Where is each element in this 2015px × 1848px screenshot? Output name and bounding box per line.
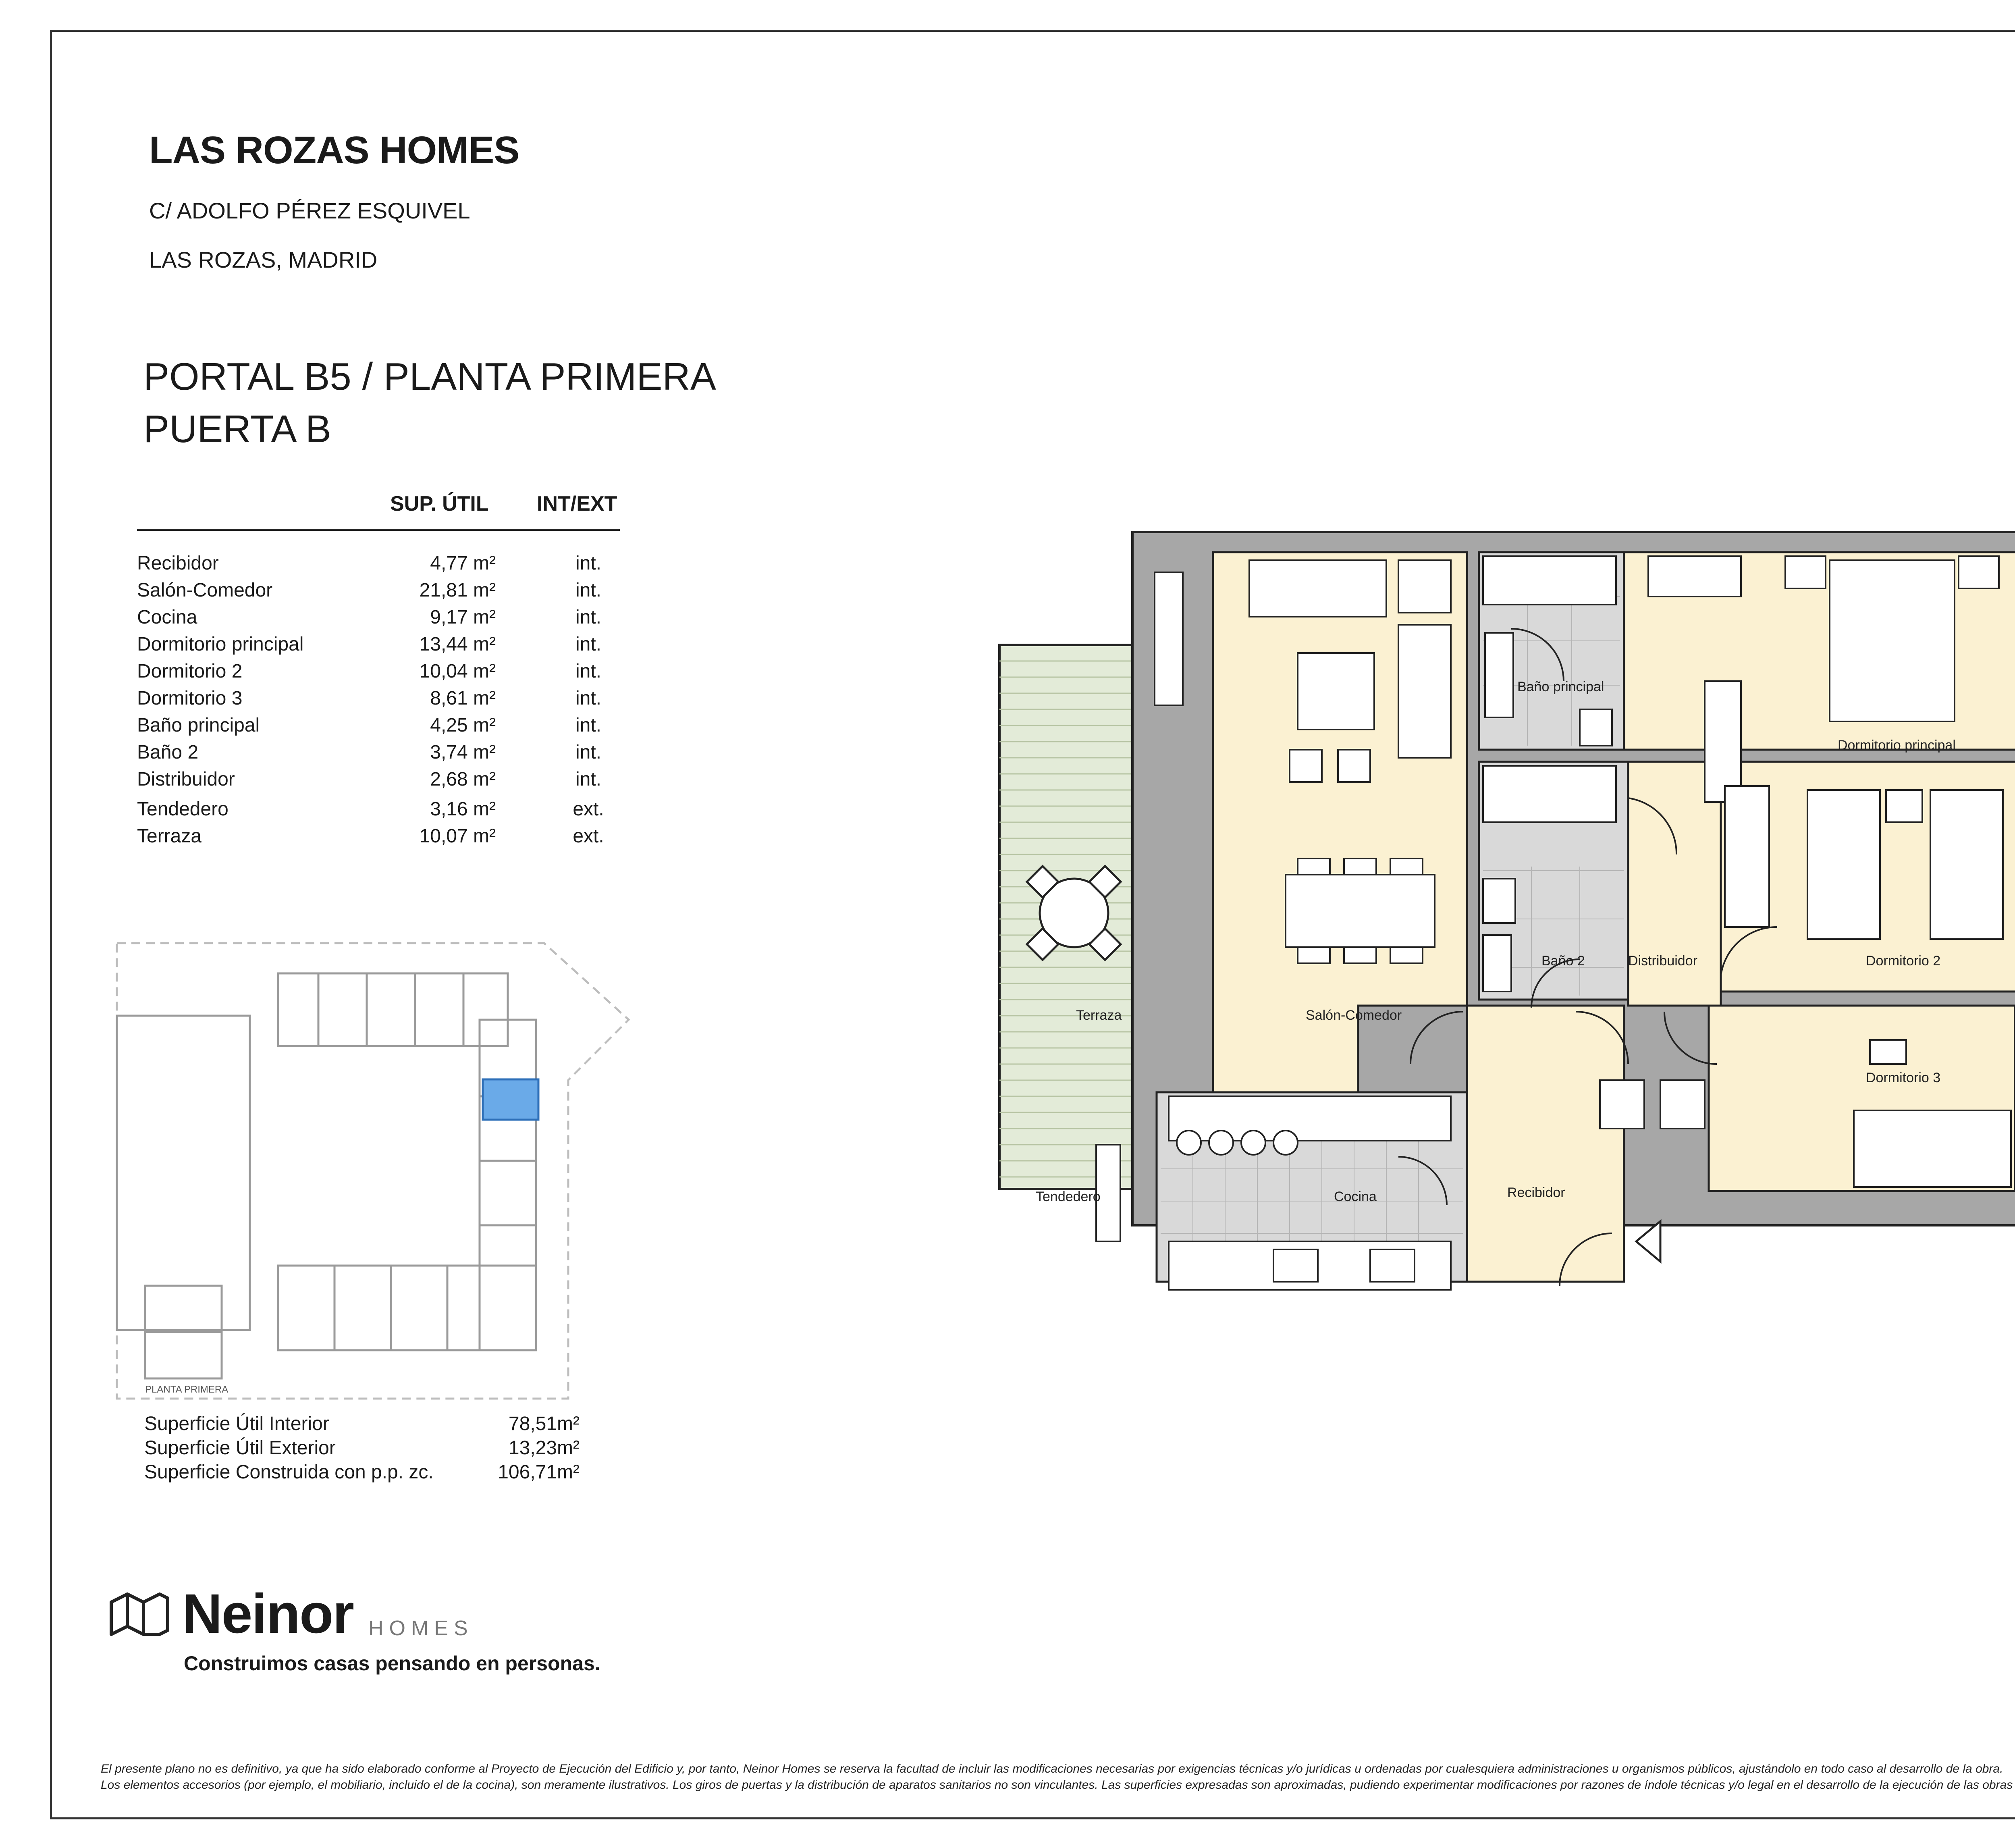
summary-label: Superficie Construida con p.p. zc. [144, 1461, 434, 1483]
label-cocina: Cocina [1334, 1189, 1377, 1204]
room-area: 4,77 m² [430, 553, 496, 574]
disclaimer-line-1: El presente plano no es definitivo, ya que ha sido elaborado conforme al Proyecto de Ejecución del Edificio y, por tanto, Neinor Homes se reserva la facultad de incluir las modificaciones necesarias por exigencias técnicas y/o jurídicas u ordenadas por cualesquiera administraciones u organismos públicos, ajustándolo en todo caso al desarrollo de la obra. [101, 1762, 2003, 1775]
room-recibidor [1467, 1006, 1624, 1282]
table-header-rule [137, 529, 620, 531]
entrance-arrow-icon [1636, 1221, 1660, 1262]
table-header-area: SUP. ÚTIL [390, 492, 489, 516]
label-salon: Salón-Comedor [1306, 1008, 1402, 1023]
room-name: Dormitorio 3 [137, 688, 243, 709]
room-type: int. [575, 715, 602, 736]
label-distribuidor: Distribuidor [1628, 953, 1697, 969]
room-type: ext. [573, 798, 604, 820]
neinor-logo-icon [107, 1592, 172, 1636]
floor-plan [983, 524, 2015, 1306]
room-type: ext. [573, 825, 604, 847]
label-tendedero: Tendedero [1036, 1189, 1101, 1204]
room-type: int. [575, 688, 602, 709]
room-name: Recibidor [137, 553, 219, 574]
room-area: 3,16 m² [430, 798, 496, 820]
label-recibidor: Recibidor [1507, 1185, 1565, 1200]
room-name: Terraza [137, 825, 202, 847]
key-plan-caption: PLANTA PRIMERA [145, 1384, 229, 1395]
room-area: 2,68 m² [430, 769, 496, 790]
summary-value: 106,71m² [498, 1461, 580, 1483]
summary-label: Superficie Útil Interior [144, 1413, 329, 1434]
room-type: int. [575, 580, 602, 601]
room-name: Tendedero [137, 798, 229, 820]
project-title: LAS ROZAS HOMES [149, 129, 519, 172]
room-name: Baño 2 [137, 742, 199, 763]
room-area: 10,07 m² [419, 825, 496, 847]
room-name: Dormitorio 2 [137, 661, 243, 682]
table-header-type: INT/EXT [537, 492, 617, 516]
room-area: 10,04 m² [419, 661, 496, 682]
brand-tagline: Construimos casas pensando en personas. [184, 1652, 600, 1675]
label-bano-principal: Baño principal [1517, 679, 1604, 694]
room-area: 3,74 m² [430, 742, 496, 763]
room-type: int. [575, 607, 602, 628]
portal-title: PORTAL B5 / PLANTA PRIMERA [143, 355, 716, 398]
room-area: 13,44 m² [419, 634, 496, 655]
label-dorm3: Dormitorio 3 [1866, 1070, 1941, 1085]
brand-name: Neinor [182, 1583, 354, 1645]
summary-value: 13,23m² [508, 1437, 580, 1459]
room-area: 21,81 m² [419, 580, 496, 601]
disclaimer-line-2: Los elementos accesorios (por ejemplo, el mobiliario, incluido el de la cocina), son meramente ilustrativos. Los giros de puertas y la distribución de aparatos sanitarios no son vinculantes. Las superficies expresadas son aproximadas, pudiendo experimentar modificaciones por razones de índole técnicas y/o legal en el desarrollo de la ejecución de las obras [101, 1778, 2013, 1792]
terrace-table [1027, 866, 1121, 960]
label-terraza: Terraza [1076, 1008, 1122, 1023]
address-street: C/ ADOLFO PÉREZ ESQUIVEL [149, 198, 470, 223]
room-area: 9,17 m² [430, 607, 496, 628]
room-name: Cocina [137, 607, 197, 628]
room-name: Dormitorio principal [137, 634, 304, 655]
room-name: Distribuidor [137, 769, 235, 790]
room-name: Salón-Comedor [137, 580, 273, 601]
brand-suffix: HOMES [368, 1617, 474, 1640]
label-dorm2: Dormitorio 2 [1866, 953, 1941, 969]
label-dorm-principal: Dormitorio principal [1838, 738, 1956, 753]
room-type: int. [575, 661, 602, 682]
room-type: int. [575, 742, 602, 763]
highlighted-unit [483, 1079, 538, 1120]
room-name: Baño principal [137, 715, 260, 736]
room-area: 8,61 m² [430, 688, 496, 709]
door-title: PUERTA B [143, 407, 331, 451]
room-type: int. [575, 769, 602, 790]
key-plan [109, 935, 641, 1407]
label-bano2: Baño 2 [1541, 953, 1585, 969]
address-city: LAS ROZAS, MADRID [149, 247, 378, 272]
summary-value: 78,51m² [508, 1413, 580, 1434]
room-type: int. [575, 553, 602, 574]
summary-label: Superficie Útil Exterior [144, 1437, 336, 1459]
room-type: int. [575, 634, 602, 655]
room-area: 4,25 m² [430, 715, 496, 736]
